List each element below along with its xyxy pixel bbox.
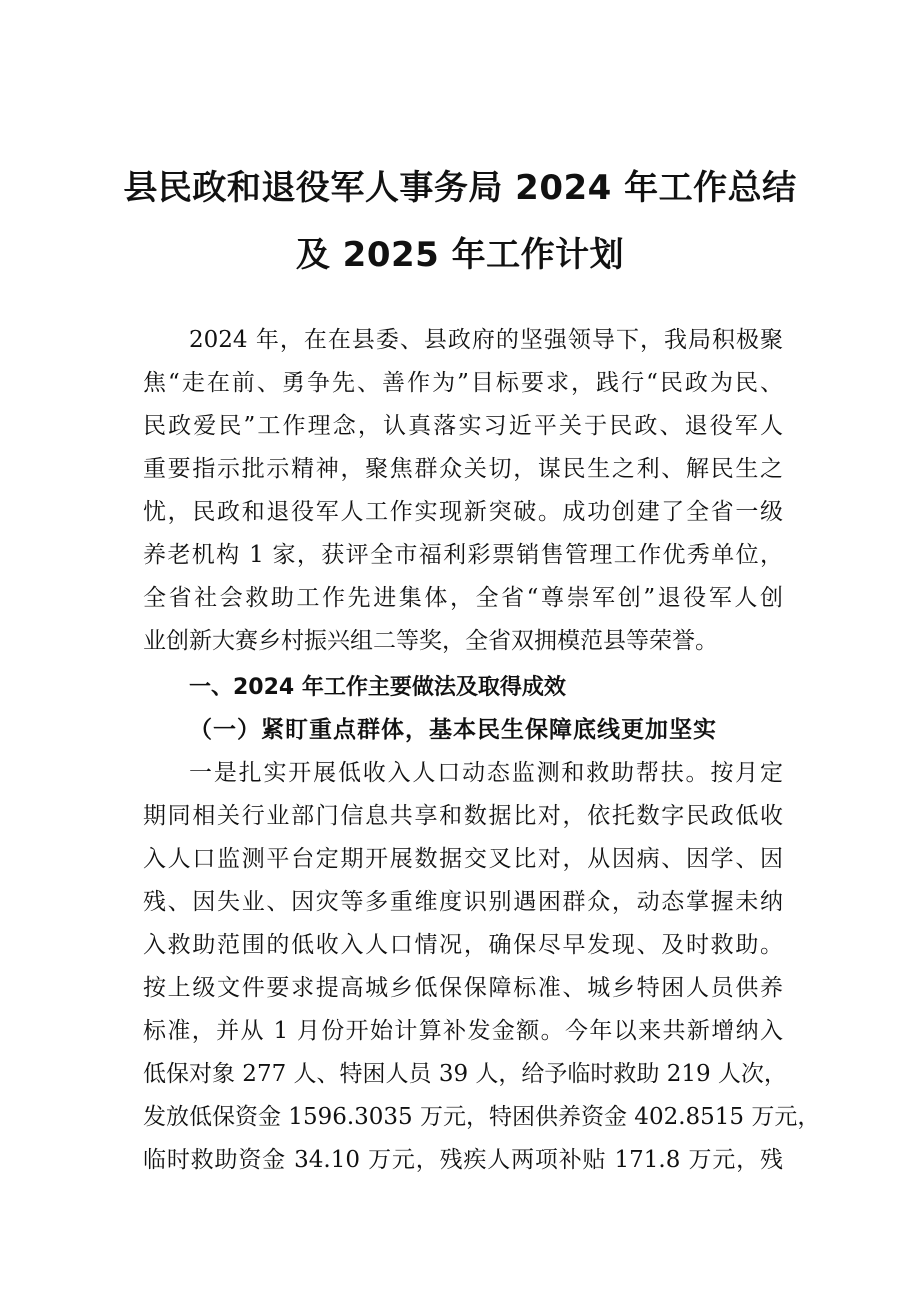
paragraph-line: 民政爱民”工作理念，认真落实习近平关于民政、退役军人 — [143, 413, 783, 439]
intro-paragraph — [143, 319, 783, 663]
paragraph-line: 入救助范围的低收入人口情况，确保尽早发现、及时救助。 — [143, 932, 783, 958]
paragraph-line: 标准，并从 1 月份开始计算补发金额。今年以来共新增纳入 — [143, 1018, 783, 1044]
paragraph-line: 业创新大赛乡村振兴组二等奖，全省双拥模范县等荣誉。 — [143, 628, 718, 654]
paragraph-line: 养老机构 1 家，获评全市福利彩票销售管理工作优秀单位， — [143, 542, 783, 568]
paragraph-line: 临时救助资金 34.10 万元，残疾人两项补贴 171.8 万元，残 — [143, 1147, 783, 1173]
paragraph-line: 残、因失业、因灾等多重维度识别遇困群众，动态掌握未纳 — [143, 889, 783, 915]
document-title-line-2: 及 2025 年工作计划 — [295, 235, 625, 275]
paragraph-line: 发放低保资金 1596.3035 万元，特困供养资金 402.8515 万元， — [143, 1104, 821, 1130]
paragraph-line: 低保对象 277 人、特困人员 39 人，给予临时救助 219 人次， — [143, 1061, 787, 1087]
section-heading: 一、2024 年工作主要做法及取得成效 — [189, 675, 566, 700]
body-paragraph — [143, 752, 821, 1182]
paragraph-line: 忧，民政和退役军人工作实现新突破。成功创建了全省一级 — [143, 499, 783, 525]
paragraph-line: 按上级文件要求提高城乡低保保障标准、城乡特困人员供养 — [143, 975, 783, 1001]
paragraph-line: 入人口监测平台定期开展数据交叉比对，从因病、因学、因 — [143, 846, 783, 872]
subsection-heading: （一）紧盯重点群体，基本民生保障底线更加坚实 — [189, 716, 717, 743]
paragraph-line: 期同相关行业部门信息共享和数据比对，依托数字民政低收 — [143, 803, 783, 829]
paragraph-line: 一是扎实开展低收入人口动态监测和救助帮扶。按月定 — [189, 760, 783, 786]
paragraph-line: 焦“走在前、勇争先、善作为”目标要求，践行“民政为民、 — [143, 370, 783, 396]
paragraph-line: 2024 年，在在县委、县政府的坚强领导下，我局积极聚 — [189, 327, 783, 353]
document-title-line-1: 县民政和退役军人事务局 2024 年工作总结 — [123, 168, 797, 208]
paragraph-line: 重要指示批示精神，聚焦群众关切，谋民生之利、解民生之 — [143, 456, 783, 482]
paragraph-line: 全省社会救助工作先进集体，全省“尊崇军创”退役军人创 — [143, 585, 783, 611]
